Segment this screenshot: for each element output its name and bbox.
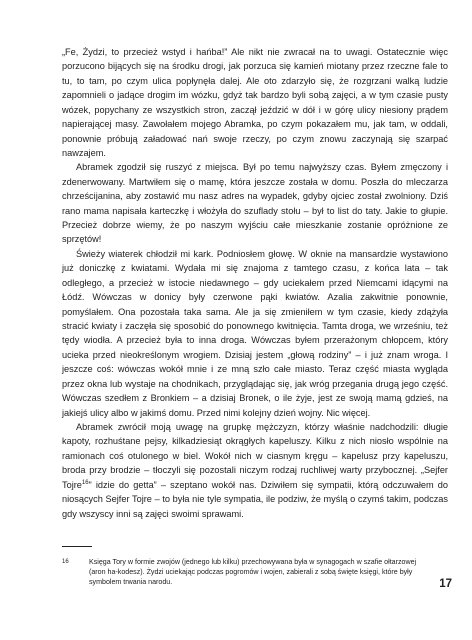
paragraph-4-continuation: ” idzie do getta” – szeptano wokół nas. Dziwiłem się sympatii, którą odczuwałem do niosących Sejfer Tojre – to była nie tyle sympatia, ile podziw, że myślą o czymś takim, podczas gdy wszyscy inni są zajęci swoimi sprawami. bbox=[62, 479, 448, 519]
paragraph-2: Abramek zgodził się ruszyć z miejsca. Był po temu najwyższy czas. Byłem zmęczony i zdenerwowany. Martwiłem się o mamę, która jeszcze została w domu. Poszła do mleczarza chrześcijanina, aby zostawić mu nasz adres na wypadek, gdyby ojciec został zwolniony. Dziś rano mama napisała karteczkę i włożyła do szuflady stołu – był to list do taty. Jakie to głupie. Przecież dobrze wiemy, że po naszym wyjściu całe mieszkanie zostanie opróżnione ze sprzętów! bbox=[62, 162, 448, 245]
paragraph-1: „Fe, Żydzi, to przecież wstyd i hańba!” Ale nikt nie zwracał na to uwagi. Ostatecznie więc porzucono bijących się na środku drogi, jak porzuca się kamień miotany przez rzeczne fale to tu, to tam, po czym ulica popłynęła dalej. Ale oto zdarzyło się, że rozgrzani walką ludzie zapomnieli o jadące drogim im wózku, gdyż tak bardzo byli sobą zajęci, a w tym czasie pusty wózek, popychany ze wszystkich stron, zaczął jeździć w dół i w górę ulicy niesiony prądem napierającej masy. Zawołałem mojego Abramka, po czym pokazałem mu, jak tam, w oddali, ponownie próbują załadować nań swoje rzeczy, po czym znowu zaczynają się szarpać nawzajem. bbox=[62, 47, 448, 158]
footnote-reference: 16 bbox=[81, 479, 89, 486]
paragraph-4-text: Abramek zwrócił moją uwagę na grupkę mężczyzn, którzy właśnie nadchodzili: długie kapoty, rozhuśtane pejsy, kilkadziesiąt okrągłych kapeluszy. Kilku z nich niosło wspólnie na ramionach coś otulonego w biel. Wokół nich w ciasnym kręgu – kapelusz przy kapeluszu, broda przy brodzie – tłoczyli się pozostali niczym rodzaj ruchliwej warty przybocznej. „Sejfer Tojre bbox=[62, 421, 448, 490]
footnote-divider bbox=[62, 546, 92, 547]
footnote-number: 16 bbox=[62, 559, 69, 565]
paragraph-4 bbox=[62, 420, 448, 521]
footnote-text: Księga Tory w formie zwojów (jednego lub kilku) przechowywana była w synagogach w szafie ołtarzowej (aron ha-kodesz). Żydzi uciekając podczas pogromów i wojen, zabierali z sobą święte księgi, które były symbolem trwania narodu. bbox=[89, 558, 417, 587]
footnote bbox=[62, 557, 434, 588]
page-number: 17 bbox=[439, 578, 452, 590]
main-text bbox=[62, 45, 448, 521]
paragraph-3: Świeży wiaterek chłodził mi kark. Podniosłem głowę. W oknie na mansardzie wystawiono już doniczkę z kwiatami. Wydała mi się znajoma z tamtego czasu, z końca lata – tak odległego, a przecież w istocie niedawnego – gdy uciekałem przed Niemcami idącymi na Łódź. Wówczas w donicy były czerwone pąki kwiatów. Azalia zakwitnie ponownie, pomyślałem. Ona pozostała taka sama. Ale ja się zmieniłem w tym czasie, kiedy zdążyła stracić kwiaty i zaczęła się sposobić do ponownego kwitnięcia. Tamta droga, we wrześniu, też tędy wiodła. A przecież była to inna droga. Wówczas byłem przerażonym chłopcem, który ucieka przed nieokreślonym wrogiem. Dzisiaj jestem „głową rodziny” – i już znam wroga. I jeszcze coś: wówczas wokół mnie i ze mną szło całe miasto. Teraz część miasta wygląda przez okna lub wystaje na chodnikach, przyglądając się, jak wróg przegania drugą jego część. Wówczas szedłem z Bronkiem – a dzisiaj Bronek, o ile żyje, jest ze swoją mamą gdzieś, na jakiejś ulicy albo w jakimś domu. Przed nimi kolejny dzień wojny. Nic więcej. bbox=[62, 248, 448, 418]
